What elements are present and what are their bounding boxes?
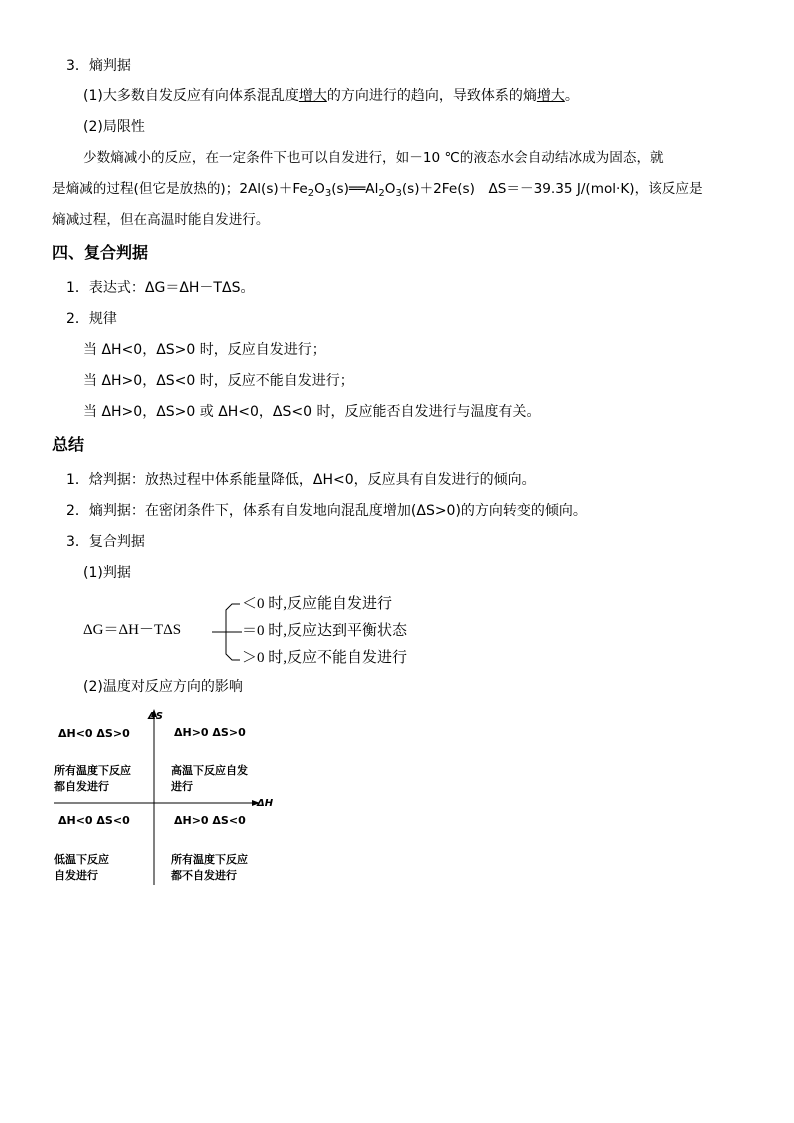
sub-3a: 3 bbox=[324, 188, 332, 199]
entropy-point-1-text-a: (1)大多数自发反应有向体系混乱度 bbox=[83, 88, 299, 104]
entropy-limit-line-3: 熵减过程，但在高温时能自发进行。 bbox=[52, 212, 270, 228]
sub-2a: 2 bbox=[307, 188, 315, 199]
branch-equal-zero: ＝0 时,反应达到平衡状态 bbox=[242, 623, 408, 639]
quadrant-1-line-2: 进行 bbox=[171, 780, 193, 793]
rule-2: 当 ΔH>0，ΔS<0 时，反应不能自发进行； bbox=[83, 373, 354, 389]
section-4-item-2: 2．规律 bbox=[66, 311, 117, 327]
entropy-point-1-text-c: 。 bbox=[564, 88, 579, 104]
quadrant-4-line-1: 所有温度下反应 bbox=[171, 853, 248, 866]
quadrant-4-line-2: 都不自发进行 bbox=[171, 869, 237, 882]
formula-delta-g: ΔG＝ΔH－TΔS bbox=[83, 622, 182, 638]
quadrant-2-line-1: 所有温度下反应 bbox=[54, 764, 131, 777]
equation-part-a: 是熵减的过程(但它是放热的)；2Al(s)＋Fe bbox=[52, 181, 308, 197]
entropy-heading: 3．熵判据 bbox=[66, 58, 131, 74]
entropy-point-1 bbox=[83, 86, 579, 106]
equation-part-c: O bbox=[314, 181, 325, 197]
summary-item-3: 3．复合判据 bbox=[66, 534, 145, 550]
quadrant-1-condition: ΔH>0 ΔS>0 bbox=[174, 726, 246, 739]
quadrant-2-condition: ΔH<0 ΔS>0 bbox=[58, 727, 130, 740]
entropy-point-2: (2)局限性 bbox=[83, 119, 145, 135]
section-4-heading: 四、复合判据 bbox=[52, 243, 149, 262]
summary-sub-1: (1)判据 bbox=[83, 565, 131, 581]
rule-1: 当 ΔH<0，ΔS>0 时，反应自发进行； bbox=[83, 342, 326, 358]
equation-part-i: (s)＋2Fe(s) ΔS＝－39.35 J/(mol·K)，该反应是 bbox=[401, 181, 703, 197]
quadrant-3-line-2: 自发进行 bbox=[54, 869, 98, 882]
entropy-point-1-text-b: 的方向进行的趋向，导致体系的熵 bbox=[326, 88, 537, 104]
quadrant-3-condition: ΔH<0 ΔS<0 bbox=[58, 814, 130, 827]
entropy-underline-2: 增大 bbox=[536, 88, 565, 104]
rule-3: 当 ΔH>0，ΔS>0 或 ΔH<0，ΔS<0 时，反应能否自发进行与温度有关。 bbox=[83, 404, 541, 420]
summary-item-2: 2．熵判据：在密闭条件下，体系有自发地向混乱度增加(ΔS>0)的方向转变的倾向。 bbox=[66, 503, 587, 519]
entropy-limit-line-1: 少数熵减小的反应，在一定条件下也可以自发进行，如－10 ℃的液态水会自动结冰成为固态，就 bbox=[83, 150, 664, 166]
section-4-item-1: 1．表达式：ΔG＝ΔH－TΔS。 bbox=[66, 280, 255, 296]
branch-greater-than-zero: ＞0 时,反应不能自发进行 bbox=[242, 650, 408, 666]
quadrant-1-line-1: 高温下反应自发 bbox=[171, 764, 248, 777]
equation-part-g: O bbox=[384, 181, 396, 197]
entropy-limit-line-2 bbox=[52, 179, 703, 199]
quadrant-3-line-1: 低温下反应 bbox=[54, 853, 109, 866]
quadrant-4-condition: ΔH>0 ΔS<0 bbox=[174, 814, 246, 827]
branch-less-than-zero: ＜0 时,反应能自发进行 bbox=[242, 596, 393, 612]
sub-3b: 3 bbox=[395, 188, 402, 199]
summary-sub-2: (2)温度对反应方向的影响 bbox=[83, 679, 243, 695]
equation-part-e: (s)══Al bbox=[331, 181, 379, 197]
summary-heading: 总结 bbox=[52, 435, 85, 454]
quadrant-2-line-2: 都自发进行 bbox=[54, 780, 109, 793]
summary-item-1: 1．焓判据：放热过程中体系能量降低，ΔH<0，反应具有自发进行的倾向。 bbox=[66, 472, 536, 488]
axis-delta-h-label: ΔH bbox=[257, 798, 274, 809]
sub-2b: 2 bbox=[378, 188, 385, 199]
axis-delta-s-label: ΔS bbox=[148, 711, 163, 722]
entropy-underline-1: 增大 bbox=[298, 88, 327, 104]
